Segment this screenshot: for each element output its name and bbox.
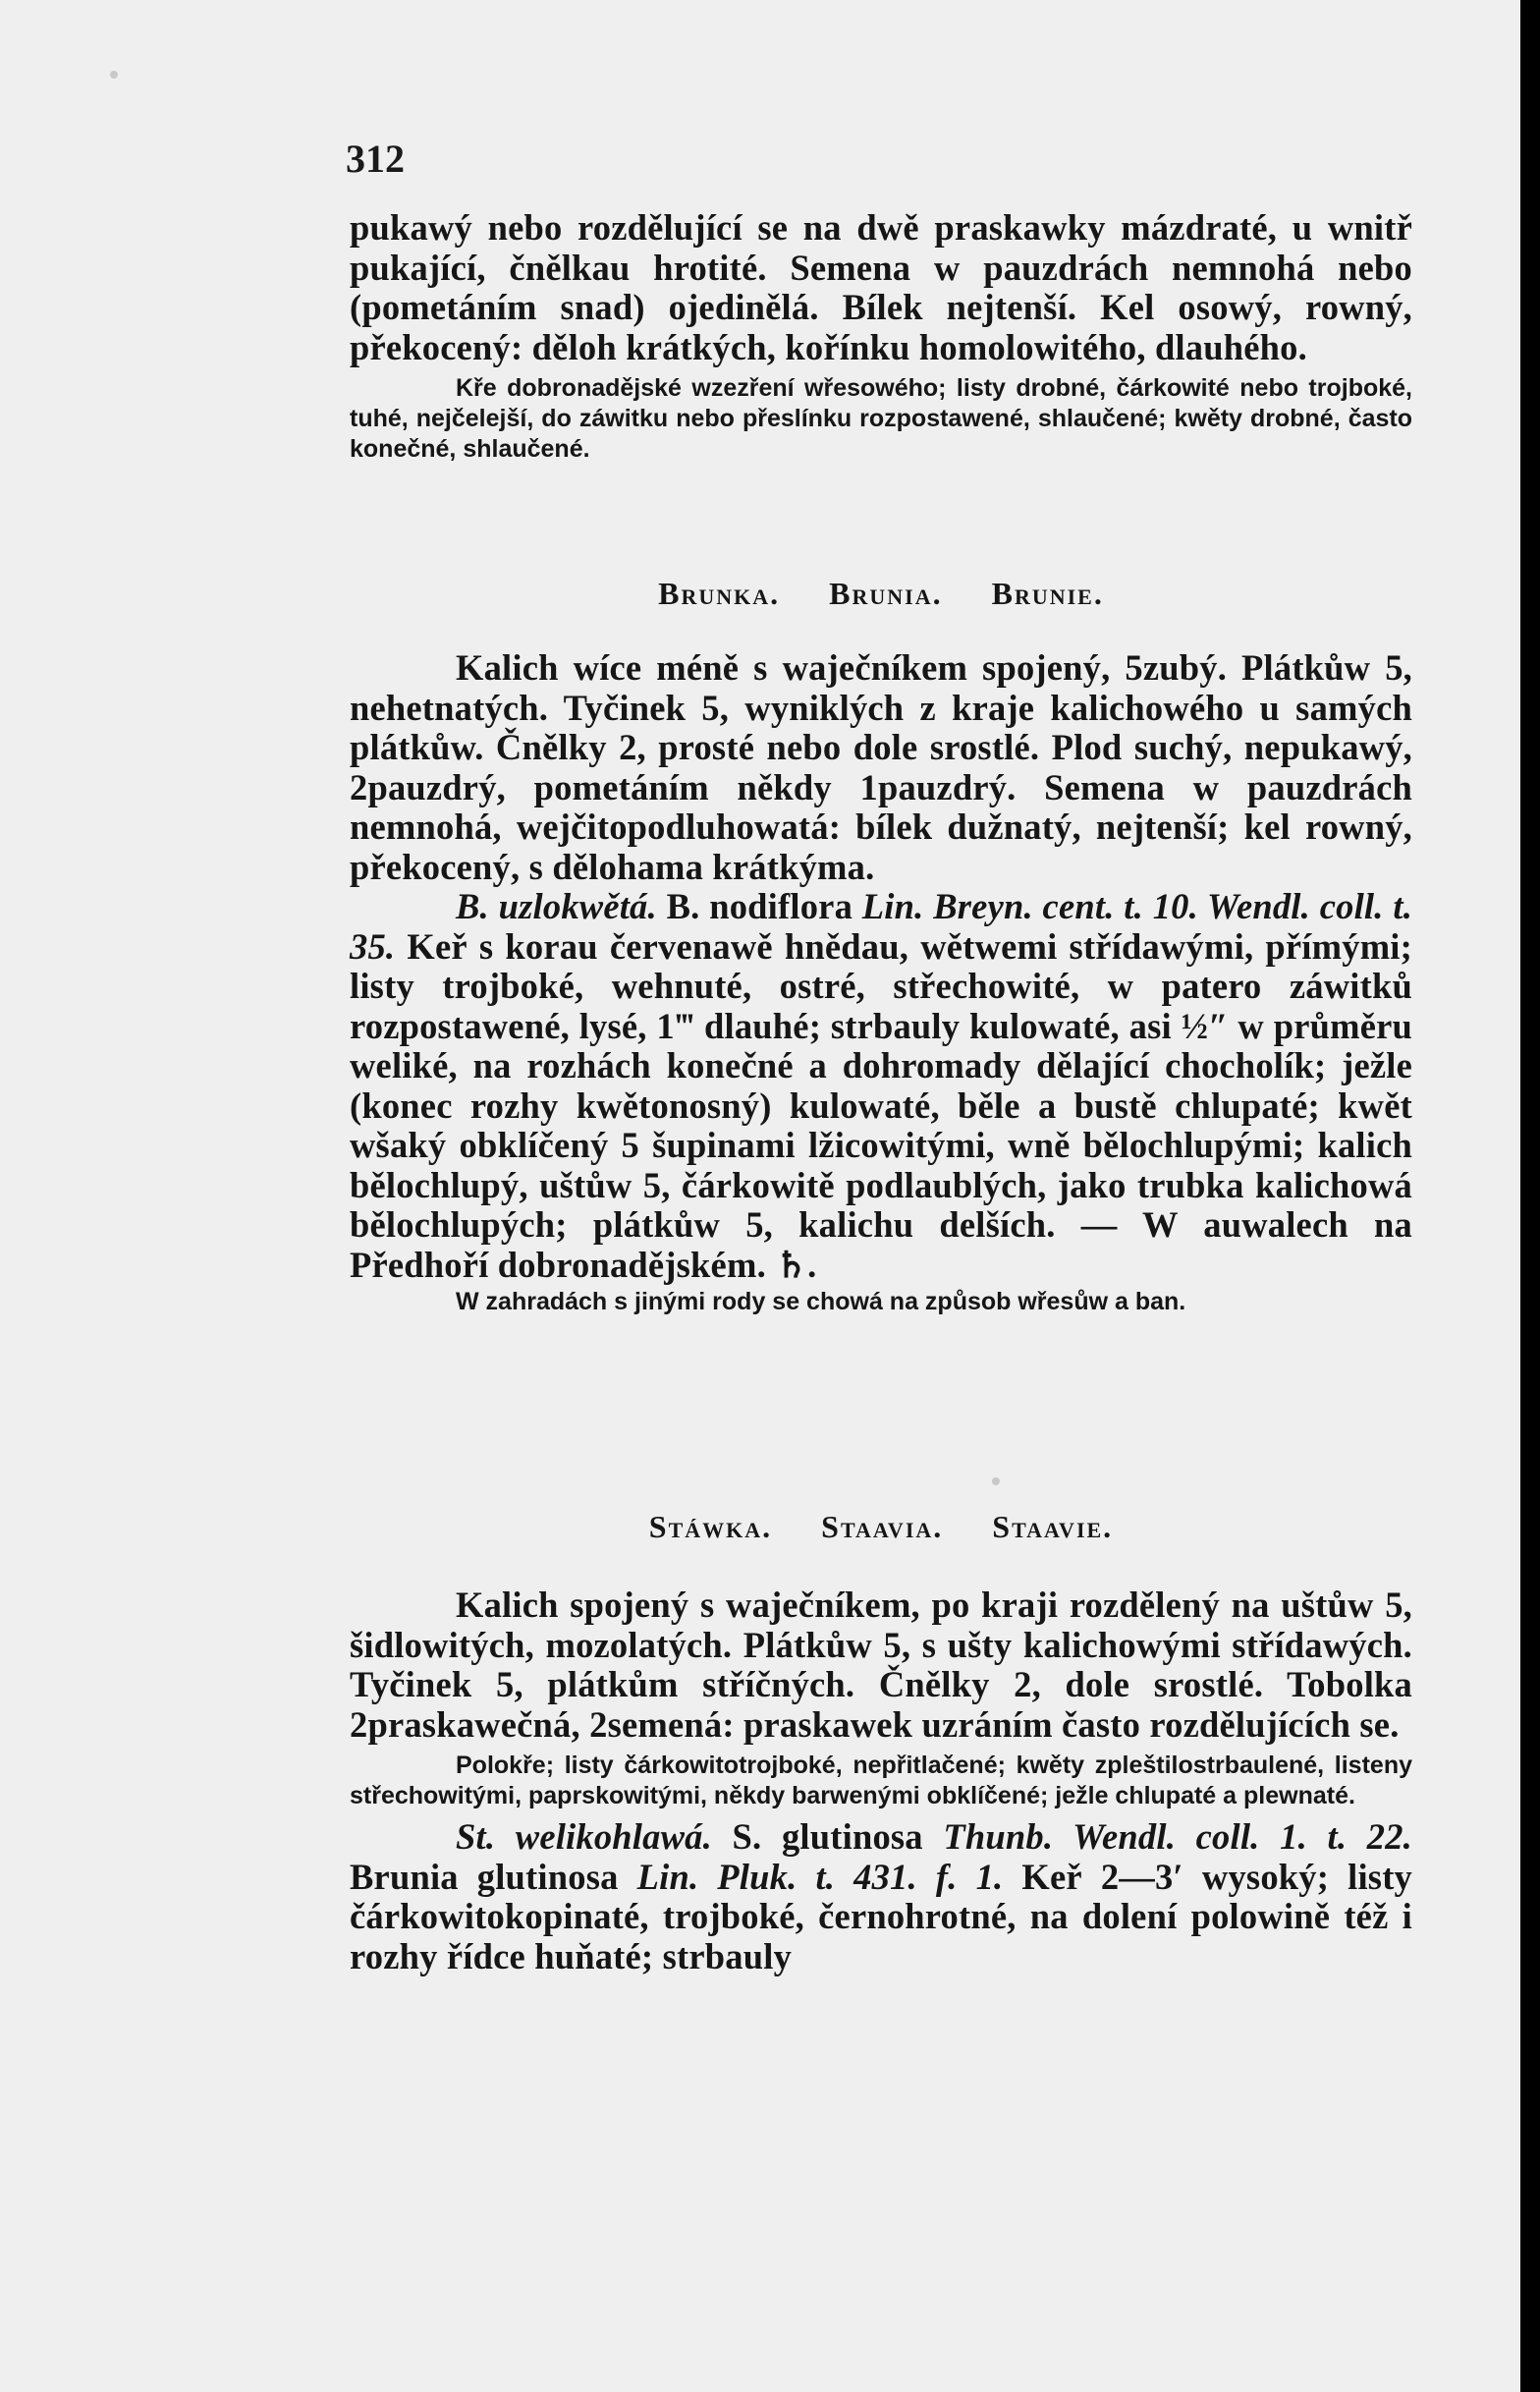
species-staavia-glutinosa (350, 1817, 1412, 1976)
cultivation-note: W zahradách s jinými rody se chowá na způsob wřesůw a ban. (456, 1288, 1186, 1315)
species-citation: Lin. Breyn. cent. t. 10. Wendl. coll. t. 35. (350, 886, 1413, 967)
species-czech-name: B. uzlokwětá. (456, 886, 657, 926)
species-brunia-nodiflora (350, 887, 1412, 1285)
genus-brunia-heading-block (350, 576, 1412, 612)
staavia-species-czech-name: St. welikohlawá. (456, 1816, 712, 1857)
speck-mark (992, 1477, 1000, 1485)
genus-brunia-czech: Brunka. (658, 576, 781, 611)
page-number: 312 (346, 137, 405, 181)
species-description: Keř s korau červenawě hnědau, wětwemi střídawými, přímými; listy trojboké, wehnuté, ostré, střechowité, w patero záwitků rozpostawené, lysé, 1‴ dlauhé; strbauly kulowaté, asi ½″ w průměru weliké, na rozhách konečné a dohromady dělající chocholík; ježle (konec rozhy kwětonosný) kulowaté, běle a bustě chlupaté; kwět wšaký obklíčený 5 šupinami lžicowitými, wně bělochlupými; kalich bělochlupý, uštůw 5, čárkowitě podlaublých, jako trubka kalichowá bělochlupých; plátkůw 5, kalichu delších. — W auwalech na Předhoří dobronadějském. ♄. (350, 925, 1412, 1285)
genus-staavia-heading (350, 1509, 1412, 1545)
genus-staavia-block (350, 1585, 1412, 1976)
staavia-synonym: Brunia glutinosa (350, 1856, 619, 1897)
bruniaceae-continuation-block (350, 208, 1412, 465)
species-latin-name: B. nodiflora (666, 886, 853, 926)
speck-mark (110, 71, 118, 79)
genus-staavia-heading-block (350, 1509, 1412, 1545)
genus-staavia-alt: Staavie. (992, 1509, 1114, 1544)
staavia-species-latin-name: S. glutinosa (732, 1816, 923, 1857)
genus-brunia-description: Kalich wíce méně s waječníkem spojený, 5zubý. Plátkůw 5, nehetnatých. Tyčinek 5, wyniklých z kraje kalichowého u samých plátkůw. Čnělky 2, prosté nebo dole srostlé. Plod suchý, nepukawý, 2pauzdrý, pometáním někdy 1pauzdrý. Semena w pauzdrách nemnohá, wejčitopodluhowatá: bílek dužnatý, nejtenší; kel rowný, překocený, s dělohama krátkýma. (350, 647, 1412, 887)
staavia-species-description: Keř 2—3′ wysoký; listy čárkowitokopinaté, trojboké, černohrotné, na dolení polowině též i rozhy řídce huňaté; strbauly (350, 1856, 1413, 1976)
staavia-species-citation: Thunb. Wendl. coll. 1. t. 22. (943, 1816, 1412, 1857)
genus-staavia-czech: Stáwka. (648, 1509, 773, 1544)
genus-staavia-description: Kalich spojený s waječníkem, po kraji rozdělený na uštůw 5, šidlowitých, mozolatých. Plátkůw 5, s ušty kalichowými střídawých. Tyčinek 5, plátkům stříčných. Čnělky 2, dole srostlé. Tobolka 2praskawečná, 2semená: praskawek uzráním často rozdělujících se. (350, 1585, 1412, 1745)
genus-brunia-latin: Brunia. (829, 576, 943, 611)
genus-staavia-latin: Staavia. (821, 1509, 944, 1544)
genus-staavia-note: Polokře; listy čárkowitotrojboké, nepřitlačené; kwěty zpleštilostrbaulené, listeny střechowitými, paprskowitými, někdy barwenými obklíčené; ježle chlupaté a plewnaté. (350, 1752, 1412, 1809)
genus-brunia-block (350, 648, 1412, 1317)
staavia-synonym-citation: Lin. Pluk. t. 431. f. 1. (636, 1856, 1004, 1897)
continuation-paragraph: pukawý nebo rozdělující se na dwě praskawky mázdraté, u wnitř pukající, čnělkau hrotité. Semena w pauzdrách nemnohá nebo (pometáním snad) ojedinělá. Bílek nejtenší. Kel osowý, rowný, překocený: děloh krátkých, kořínku homolowitého, dlauhého. (350, 207, 1412, 367)
genus-brunia-alt: Brunie. (991, 576, 1104, 611)
genus-brunia-heading (350, 576, 1412, 612)
family-note: Kře dobronadějské wzezření wřesowého; listy drobné, čárkowité nebo trojboké, tuhé, nejčelejší, do záwitku nebo přeslínku rozpostawené, shlaučené; kwěty drobné, často konečné, shlaučené. (350, 374, 1412, 463)
scan-edge (1520, 0, 1540, 2392)
